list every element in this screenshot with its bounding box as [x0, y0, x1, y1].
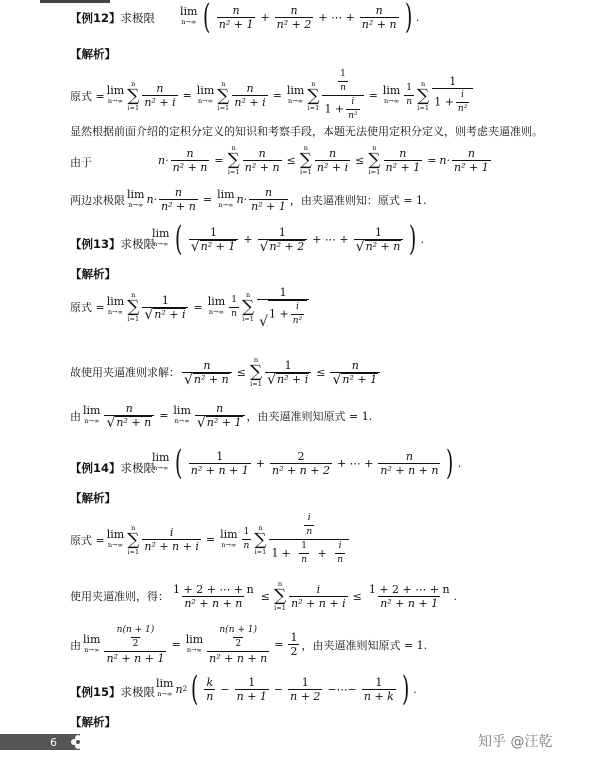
example-14-conclusion: 由 lim n→∞ $\frac{\frac{n(n + 1)}{2}}{\text{n² + n + 1}}$ = lim n→∞ $\frac{\frac{n(n + 1)}{2}}{\text{n² + n + n}}$ = $\frac{1}{2}$ ，由夹逼准则知原式 = 1. [70, 625, 428, 665]
example-12-solution-formula: 原式 = lim n→∞ n ∑ i=1 $\frac{n}{\text{n² + i}}$ = lim n→∞ n ∑ i=1 $\frac{n}{\text{n² + i}}$ = lim n→∞ n ∑ i=1 $\frac{1}{n}$ 1 + $\frac{i}{\text{n²}}$ = lim n→∞ $\frac{1}{n}$ n ∑ i=1 1 1 + $\frac{i}{\text{n²}}$ [70, 68, 475, 123]
example-13-squeeze-line: 故使用夹逼准则求解： n √ n² + n ≤ n ∑ i=1 1 √ n² + i ≤ n √ n² + 1 [70, 356, 382, 388]
example-14-squeeze-line: 使用夹逼准则，得： $\frac{1 + 2 + \cdots + n}{\text{n² + n + n}}$ ≤ n ∑ i=1 $\frac{i}{\text{n² + n + i}}$ ≤ $\frac{1 + 2 + \cdots + n}{\text{n² + n + 1}}$ . [70, 580, 458, 612]
example-14-analysis-label: 【解析】 [70, 491, 116, 505]
flower-icon [70, 734, 86, 750]
example-15-analysis-label: 【解析】 [70, 715, 116, 729]
example-12-conclusion: 两边求极限 lim n→∞ n· $\frac{n}{\text{n² + n}}$ = lim n→∞ n· $\frac{n}{\text{n² + 1}}$ ，由夹逼准则知：原式 = 1. [70, 186, 427, 213]
watermark: 知乎 @汪乾 [478, 734, 553, 750]
example-13-conclusion: 由 lim n→∞ n √ n² + n = lim n→∞ n √ n² + 1 ，由夹逼准则知原式 = 1. [70, 402, 373, 431]
example-12-analysis-label: 【解析】 [70, 47, 116, 61]
example-15-label: 【例15】求极限 [70, 685, 156, 699]
example-12-inequality-formula: n· $\frac{n}{\text{n² + n}}$ = n ∑ i=1 $\frac{n}{\text{n² + n}}$ ≤ n ∑ i=1 $\frac{n}{\text{n² + i}}$ ≤ n ∑ i=1 $\frac{n}{\text{n² + 1}}$ = n· $\frac{n}{\text{n² + 1}}$ [158, 144, 489, 176]
example-12-since-label: 由于 [70, 156, 92, 169]
example-14-problem-formula: lim n→∞ ( $\frac{1}{\text{n² + n + 1}}$ + $\frac{2}{\text{n² + n + 2}}$ + ⋯ + $\frac{n}{\text{n² + n + n}}$ ) . [152, 443, 462, 483]
example-14-label: 【例14】求极限 [70, 461, 156, 475]
example-14-solution-formula: 原式 = lim n→∞ n ∑ i=1 $\frac{i}{\text{n² + n + i}}$ = lim n→∞ $\frac{1}{n}$ n ∑ i=1 $\frac{i}{n}$ 1 + $\frac{1}{n}$ + $\frac{i}{n}$ [70, 512, 351, 567]
example-12-text-1: 显然根据前面介绍的定积分定义的知识和考察手段，本题无法使用定积分定义，则考虑夹逼准则。 [70, 125, 543, 138]
example-12-label: 【例12】求极限 [70, 11, 156, 25]
example-13-label: 【例13】求极限 [70, 237, 156, 251]
example-13-problem-formula: lim n→∞ ( 1 √ n² + 1 + 1 √ n² + 2 + ⋯ + 1 √ n² + n ) . [152, 219, 425, 259]
example-13-analysis-label: 【解析】 [70, 267, 116, 281]
page-number: 6 [50, 736, 57, 749]
example-15-problem-formula: lim n→∞ n 2 ( $\frac{k}{n}$ − $\frac{1}{n + 1}$ − $\frac{1}{n + 2}$ −⋯− $\frac{1}{n + k}$ ) . [156, 669, 417, 709]
top-header-bar [40, 0, 110, 3]
footer-bar [0, 734, 80, 750]
example-12-problem-formula: lim n→∞ ( $\frac{n}{\text{n² + 1}}$ + $\frac{n}{\text{n² + 2}}$ + ⋯ + $\frac{n}{\text{n² + n}}$ ) . [180, 0, 420, 37]
example-13-solution-formula: 原式 = lim n→∞ n ∑ i=1 1 √ n² + i = lim n→∞ $\frac{1}{n}$ n ∑ i=1 1 √ 1 + $\frac{i}{\text{n²}}$ [70, 286, 311, 328]
